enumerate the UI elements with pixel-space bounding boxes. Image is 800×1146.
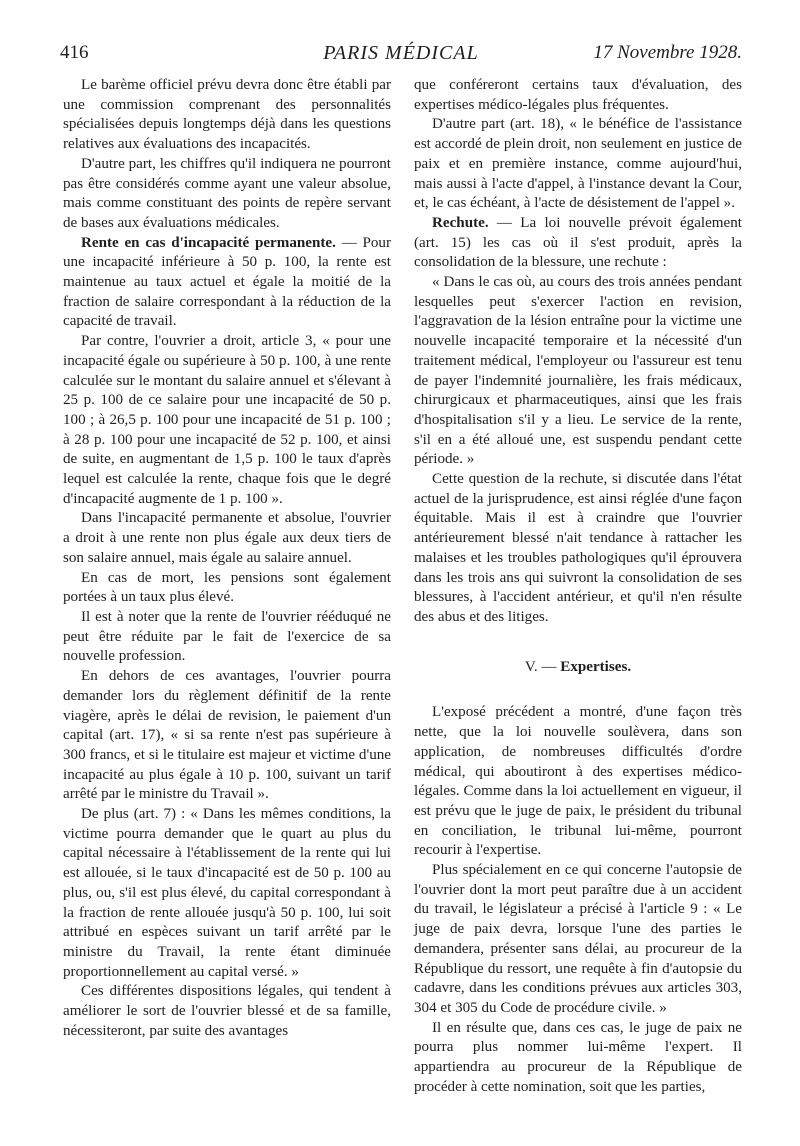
- paragraph: Il est à noter que la rente de l'ouvrier rééduqué ne peut être réduite par le fait de l'exercice de sa nouvelle profession.: [63, 608, 391, 665]
- paragraph: Plus spécialement en ce qui concerne l'autopsie de l'ouvrier dont la mort peut paraître due à un accident du travail, le législateur a précisé à l'article 9 : « Le juge de paix devra, lorsque l'une des parties le demandera, présenter sans délai, au procureur de la République du ressort, une requête à fin d'autopsie du cadavre, dans les conditions prévues aux articles 303, 304 et 305 du Code de procédure civile. »: [414, 862, 742, 1016]
- paragraph: Ces différentes dispositions légales, qui tendent à améliorer le sort de l'ouvrier blessé et de sa famille, nécessiteront, par suite des avantages: [63, 983, 391, 1039]
- left-column: [63, 76, 391, 1041]
- run-in-heading: Rechute.: [432, 214, 489, 231]
- run-in-heading: Rente en cas d'incapacité permanente.: [81, 234, 336, 251]
- paragraph-text: — Pour une incapacité inférieure à 50 p. 100, la rente est maintenue au taux actuel et égale la moitié de la fraction de salaire correspondant à la réduction de la capacité de travail.: [63, 234, 391, 330]
- paragraph: D'autre part (art. 18), « le bénéfice de l'assistance est accordé de plein droit, non seulement en justice de paix et en première instance, comme aujourd'hui, mais aussi à l'acte d'appel, à l'instance devant la Cour, et, le cas échéant, à l'acte de désistement de l'appel ».: [414, 116, 742, 212]
- paragraph: En cas de mort, les pensions sont également portées à un taux plus élevé.: [63, 569, 391, 606]
- issue-date: 17 Novembre 1928.: [593, 42, 742, 63]
- page-number: 416: [60, 42, 89, 63]
- paragraph: De plus (art. 7) : « Dans les mêmes conditions, la victime pourra demander que le quart au plus du capital nécessaire à l'établissement de la rente qui lui est allouée, si le taux d'incapacité est de 50 p. 100 au plus, ou, s'il est plus élevé, du capital correspondant à la fraction de rente allouée jusqu'à 50 p. 100, lui soit attribué en espèces suivant un tarif arrêté par le ministre du Travail, la rente étant diminuée proportionnellement au capital versé. »: [63, 806, 391, 980]
- running-header: [60, 42, 742, 70]
- paragraph: En dehors de ces avantages, l'ouvrier pourra demander lors du règlement définitif de la rente viagère, après le délai de revision, le paiement d'un capital (art. 17), « si sa rente n'est pas supérieure à 300 francs, et si le titulaire est majeur et victime d'une incapacité au plus égale à 10 p. 100, suivant un tarif arrêté par le ministre du Travail ».: [63, 668, 391, 803]
- section-heading: [414, 658, 742, 678]
- paragraph: D'autre part, les chiffres qu'il indiquera ne pourront pas être considérés comme ayant une valeur absolue, mais comme constituant des points de repère servant de bases aux évaluations médicales.: [63, 155, 391, 231]
- paragraph: [63, 234, 391, 333]
- journal-title: PARIS MÉDICAL: [323, 42, 479, 64]
- paragraph: Cette question de la rechute, si discutée dans l'état actuel de la jurisprudence, est ainsi réglée d'une façon équitable. Mais il est à craindre que l'ouvrier antérieurement blessé n'ait tendance à rattacher les malaises et les troubles pathologiques qu'il éprouvera dans les trois ans qui suivront la consolidation de ses blessures, à l'accident antérieur, et qu'il n'en résulte des abus et des litiges.: [414, 471, 742, 625]
- paragraph: « Dans le cas où, au cours des trois années pendant lesquelles peut s'exercer l'action en revision, l'aggravation de la lésion entraîne pour la victime une nouvelle incapacité temporaire et la nécessité d'un traitement médical, l'employeur ou l'assureur est tenu de payer l'indemnité journalière, les frais médicaux, chirurgicaux et pharmaceutiques, ainsi que les frais d'hospitalisation s'il y a lieu. Le service de la rente, s'il en a été alloué une, est suspendu pendant cette période. »: [414, 274, 742, 468]
- section-number: V. —: [524, 658, 561, 675]
- paragraph-text: — La loi nouvelle prévoit également (art. 15) les cas où il s'est produit, après la consolidation de la blessure, une rechute :: [414, 214, 742, 271]
- paragraph: [414, 214, 742, 273]
- right-column: [414, 76, 742, 1097]
- paragraph: Par contre, l'ouvrier a droit, article 3, « pour une incapacité égale ou supérieure à 50 p. 100, à une rente calculée sur le montant du salaire annuel et s'élevant à 25 p. 100 de ce salaire pour une incapacité de 50 p. 100 ; à 26,5 p. 100 pour une incapacité de 51 p. 100 ; à 28 p. 100 pour une incapacité de 52 p. 100, et ainsi de suite, en augmentant de 1,5 p. 100 le taux d'après lequel est calculée la rente, chaque fois que le degré d'incapacité augmente de 1 p. 100 ».: [63, 333, 391, 507]
- paragraph: Il en résulte que, dans ces cas, le juge de paix ne pourra plus nommer lui-même l'expert. Il appartiendra au procureur de la République de procéder à cette nomination, soit que les parties,: [414, 1019, 742, 1095]
- paragraph: Le barème officiel prévu devra donc être établi par une commission comprenant des personnalités spécialisées depuis longtemps déjà dans les questions relatives aux évaluations des incapacités.: [63, 77, 391, 153]
- paragraph: Dans l'incapacité permanente et absolue, l'ouvrier a droit à une rente non plus égale aux deux tiers de son salaire annuel, mais égale au salaire annuel.: [63, 510, 391, 566]
- section-title: Expertises.: [560, 658, 632, 675]
- paragraph: que conféreront certains taux d'évaluation, des expertises médico-légales plus fréquentes.: [414, 77, 742, 113]
- paragraph: L'exposé précédent a montré, d'une façon très nette, que la loi nouvelle soulèvera, dans son application, de nombreuses difficultés d'ordre médical, qui aboutiront à des expertises médico-légales. Comme dans la loi actuellement en vigueur, il est prévu que le juge de paix, le président du tribunal en conciliation, le tribunal lui-même, pourront recourir à l'expertise.: [414, 704, 742, 859]
